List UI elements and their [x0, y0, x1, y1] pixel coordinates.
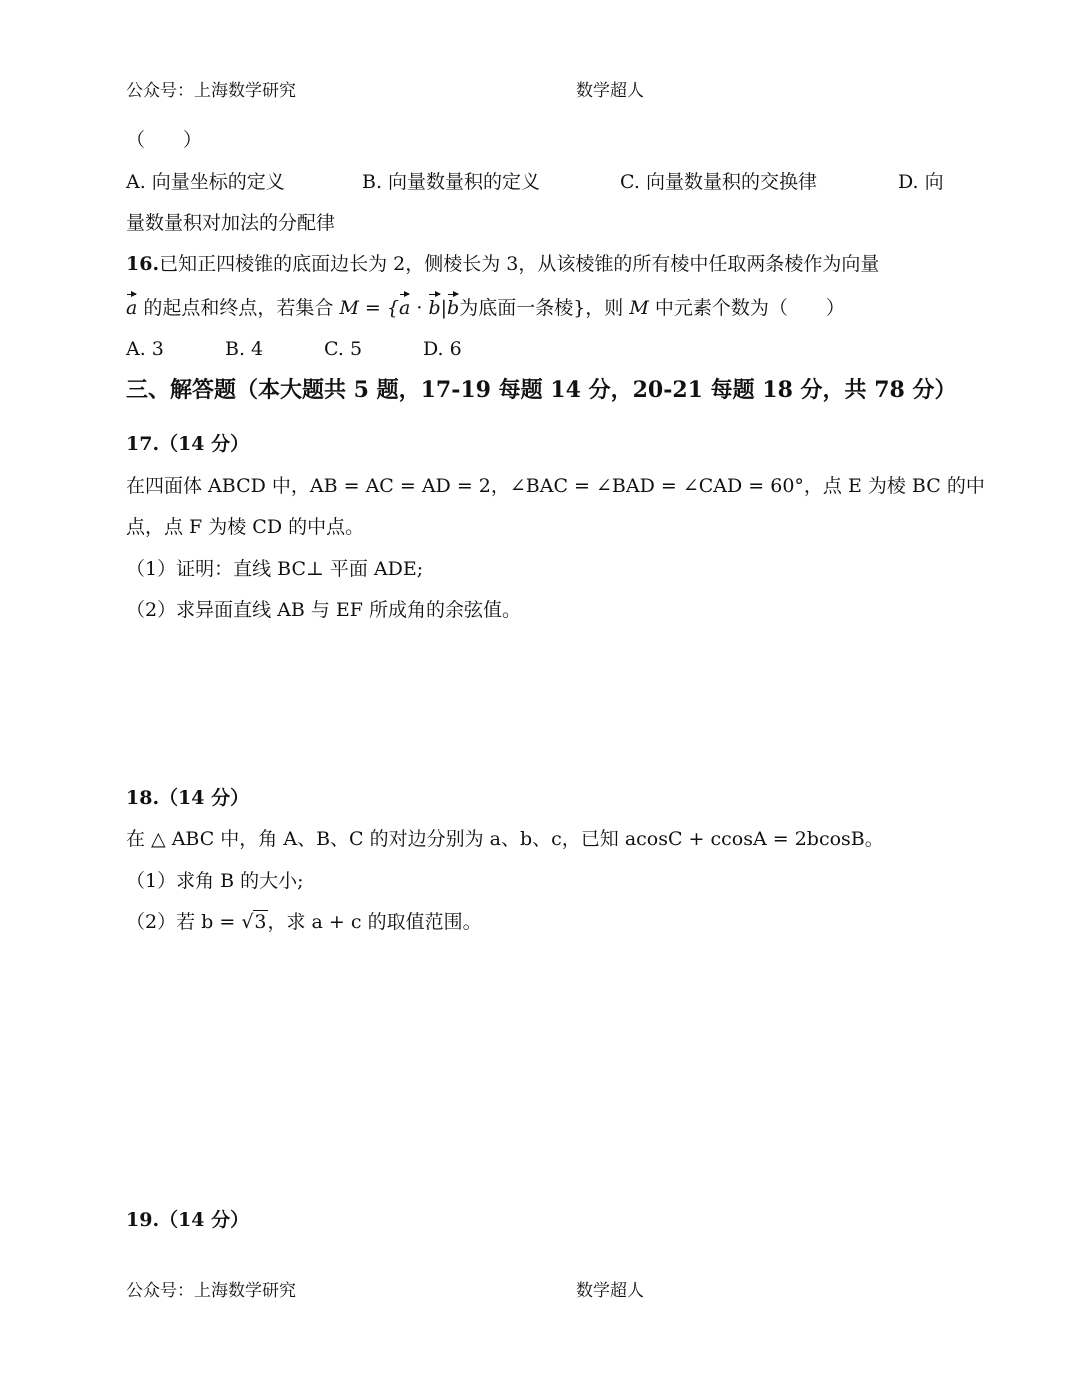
set-M: M — [629, 297, 649, 319]
sqrt-radicand: 3 — [254, 911, 267, 933]
q18-part2-b: ，求 a + c 的取值范围。 — [267, 911, 482, 933]
footer-right: 数学超人 — [576, 1281, 644, 1301]
header-right: 数学超人 — [576, 81, 644, 101]
q16-line2: a 的起点和终点，若集合 M = {a · b|b为底面一条棱}，则 M 中元素个数为（ ） — [126, 297, 845, 319]
q16-line1 — [126, 252, 879, 276]
vector-b-2: b — [447, 297, 460, 319]
q15-paren: （ ） — [126, 129, 203, 151]
footer-left: 公众号：上海数学研究 — [126, 1281, 296, 1301]
q15-option-a: A. 向量坐标的定义 — [126, 171, 285, 193]
q16-option-d: D. 6 — [423, 338, 462, 360]
vector-a: a — [126, 297, 138, 319]
section-3-title: 三、解答题（本大题共 5 题，17-19 每题 14 分，20-21 每题 18 分，共 78 分） — [126, 377, 957, 403]
q18-line1: 在 △ ABC 中，角 A、B、C 的对边分别为 a、b、c，已知 acosC + ccosA = 2bcosB。 — [126, 828, 884, 850]
q15-option-c: C. 向量数量积的交换律 — [620, 171, 817, 193]
q17-line1: 在四面体 ABCD 中，AB = AC = AD = 2，∠BAC = ∠BAD = ∠CAD = 60°，点 E 为棱 BC 的中 — [126, 475, 985, 497]
q16-option-c: C. 5 — [324, 338, 363, 360]
q17-title: 17.（14 分） — [126, 433, 250, 455]
vector-a-2: a — [398, 297, 411, 319]
vector-b: b — [428, 297, 441, 319]
q15-option-d-head: D. 向 — [898, 171, 944, 193]
q17-line2: 点，点 F 为棱 CD 的中点。 — [126, 516, 365, 538]
q19-title: 19.（14 分） — [126, 1209, 250, 1231]
q15-option-d-tail: 量数量积对加法的分配律 — [126, 212, 336, 234]
sqrt-sign: √3 — [241, 911, 267, 933]
q16-number: 16. — [126, 253, 160, 275]
set-open: M = { — [339, 297, 399, 319]
q16-text-line2a: 的起点和终点，若集合 — [143, 297, 334, 319]
q16-option-b: B. 4 — [225, 338, 264, 360]
q16-text-line2c: 中元素个数为（ ） — [654, 297, 845, 319]
q18-title: 18.（14 分） — [126, 787, 250, 809]
q17-part1: （1）证明：直线 BC⊥ 平面 ADE; — [126, 558, 424, 580]
q18-part2 — [126, 910, 482, 934]
q17-part2: （2）求异面直线 AB 与 EF 所成角的余弦值。 — [126, 599, 521, 621]
q16-option-a: A. 3 — [126, 338, 164, 360]
header-left: 公众号：上海数学研究 — [126, 81, 296, 101]
q16-text-line2b: 为底面一条棱}，则 — [459, 297, 624, 319]
q16-text-line1: 已知正四棱锥的底面边长为 2，侧棱长为 3，从该棱锥的所有棱中任取两条棱作为向量 — [159, 253, 880, 275]
q15-option-b: B. 向量数量积的定义 — [362, 171, 541, 193]
q18-part1: （1）求角 B 的大小; — [126, 870, 304, 892]
q18-part2-a: （2）若 b = — [126, 911, 236, 933]
